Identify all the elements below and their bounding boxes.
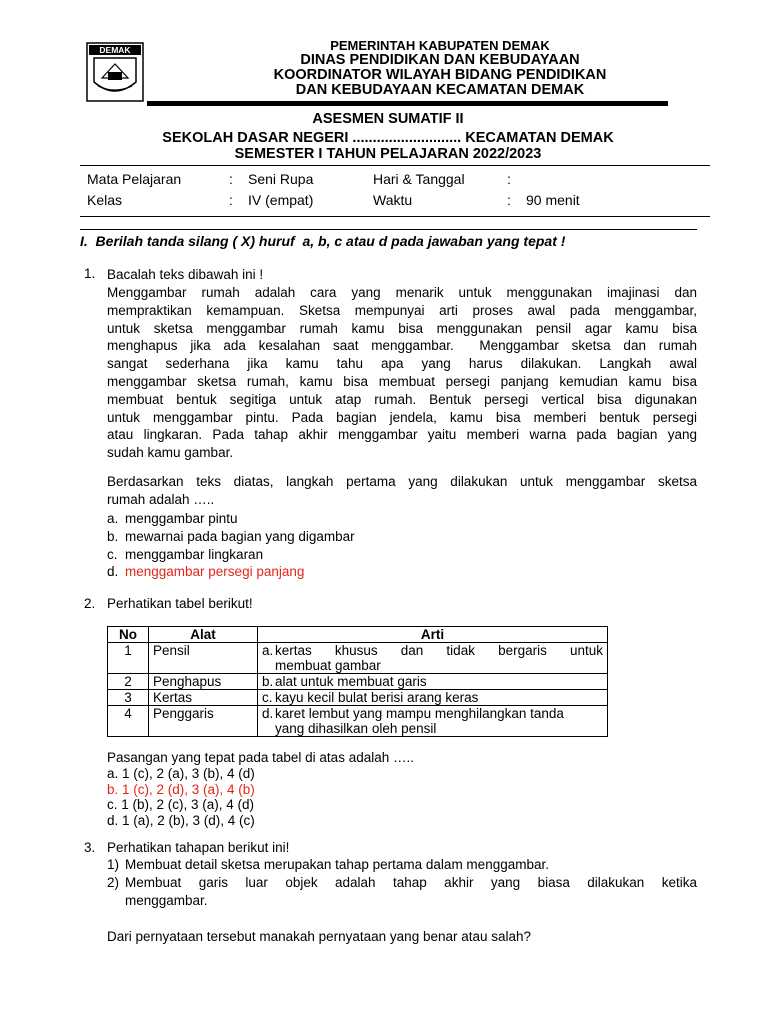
q3-question: Dari pernyataan tersebut manakah pernyataan yang benar atau salah? [107,929,532,944]
title-line3: SEMESTER I TAHUN PELAJARAN 2022/2023 [234,146,542,162]
passage-line: Menggambar rumah adalah cara yang menarik untuk menggunakan imajinasi dan [107,285,697,300]
class-colon: : [229,192,233,208]
title-line1: ASESMEN SUMATIF II [312,111,464,127]
info-top-rule [80,165,710,166]
q1-options [107,510,607,581]
header-divider [147,101,668,106]
q1-question-line2: rumah adalah ….. [107,492,215,507]
q1-number: 1. [84,266,96,281]
class-value: IV (empat) [248,192,314,208]
subject-colon: : [229,171,233,187]
header-line3: KOORDINATOR WILAYAH BIDANG PENDIDIKAN [273,67,607,83]
tools-table [107,626,608,737]
q1-option-d[interactable]: d. menggambar persegi panjang [107,564,305,580]
q1-passage [107,284,697,462]
table-row: 2 Penghapus b. alat untuk membuat garis [108,674,608,690]
q2-question: Pasangan yang tepat pada tabel di atas adalah ….. [107,750,414,765]
subject-value: Seni Rupa [248,171,314,187]
day-label: Hari & Tanggal [373,171,465,187]
q3-number: 3. [84,840,96,855]
subject-label: Mata Pelajaran [87,171,182,187]
passage-line: mempraktikan kemampuan. Sketsa mempunyai arti proses awal pada menggambar, [107,302,697,318]
q2-option-a[interactable]: a. 1 (c), 2 (a), 3 (b), 4 (d) [107,766,255,781]
instruction-rule [80,229,697,230]
header-line4: DAN KEBUDAYAAN KECAMATAN DEMAK [295,82,585,98]
passage-line: untuk menggambar pintu. Pada bagian jendela, kamu bisa memberi bentuk persegi [107,409,697,425]
passage-line: membuat bentuk segitiga untuk atap rumah. Bentuk persegi vertical bisa digunakan [107,391,697,407]
table-header: Alat [149,627,258,643]
logo-text: DEMAK [99,45,131,55]
q2-option-c[interactable]: c. 1 (b), 2 (c), 3 (a), 4 (d) [107,797,255,812]
table-header: No [108,627,149,643]
q3-statement2-line1: Membuat garis luar objek adalah tahap akhir yang biasa dilakukan ketika [125,875,697,890]
table-row: 3 Kertas c. kayu kecil bulat berisi arang keras [108,690,608,706]
table-header-row [108,627,608,643]
q3-statement2-key: 2) [107,875,120,890]
q2-option-d[interactable]: d. 1 (a), 2 (b), 3 (d), 4 (c) [107,812,255,828]
passage-line: untuk sketsa menggambar rumah kamu bisa menggunakan pensil agar kamu bisa [107,320,697,336]
q1-option-b[interactable]: b. mewarnai pada bagian yang digambar [107,528,355,544]
answer-highlight: menggambar persegi panjang [125,564,305,580]
table-row: 4 Penggaris d. karet lembut yang mampu menghilangkan tanda yang dihasilkan oleh pensil [108,706,608,737]
table-row: 1 Pensil a. kertas khusus dan tidak bergaris untuk membuat gambar [108,643,608,674]
time-colon: : [507,192,511,208]
q3-statement1: Membuat detail sketsa merupakan tahap pertama dalam menggambar. [125,857,549,872]
instruction: I. Berilah tanda silang ( X) huruf a, b, c atau d pada jawaban yang tepat ! [80,233,566,249]
q3-statement1-key: 1) [107,857,120,872]
q2-option-b[interactable]: b. 1 (c), 2 (d), 3 (a), 4 (b) [107,781,255,797]
table-header: Arti [258,627,608,643]
q1-question-line1: Berdasarkan teks diatas, langkah pertama yang dilakukan untuk menggambar sketsa [107,474,697,489]
q1-intro: Bacalah teks dibawah ini ! [107,267,264,282]
class-label: Kelas [87,192,123,208]
header-line2: DINAS PENDIDIKAN DAN KEBUDAYAAN [300,52,580,68]
day-colon: : [507,171,511,187]
q2-intro: Perhatikan tabel berikut! [107,596,253,611]
q2-options [107,766,255,828]
demak-logo [86,42,144,102]
time-value: 90 menit [526,192,580,208]
q3-statement2-line2: menggambar. [125,893,208,908]
q3-intro: Perhatikan tahapan berikut ini! [107,840,290,855]
passage-line: menghapus jika ada kesalahan saat menggambar. Menggambar sketsa dan rumah [107,338,697,354]
header-line1: PEMERINTAH KABUPATEN DEMAK [330,38,550,53]
time-label: Waktu [373,192,413,208]
q1-option-a[interactable]: a. menggambar pintu [107,511,238,526]
q1-option-c[interactable]: c. menggambar lingkaran [107,546,264,562]
title-line2: SEKOLAH DASAR NEGERI ........................... KECAMATAN DEMAK [162,130,614,146]
passage-line: sangat sederhana jika kamu tahu apa yang harus dilakukan. Langkah awal [107,356,697,372]
q2-number: 2. [84,596,96,611]
passage-line: sudah kamu gambar. [107,445,234,461]
passage-line: menggambar sketsa rumah, kamu bisa membuat persegi panjang kemudian kamu bisa [107,373,697,389]
info-bottom-rule [80,216,710,217]
passage-line: atau lingkaran. Pada tahap akhir menggambar yaitu memberi warna pada bagian yang [107,427,697,443]
